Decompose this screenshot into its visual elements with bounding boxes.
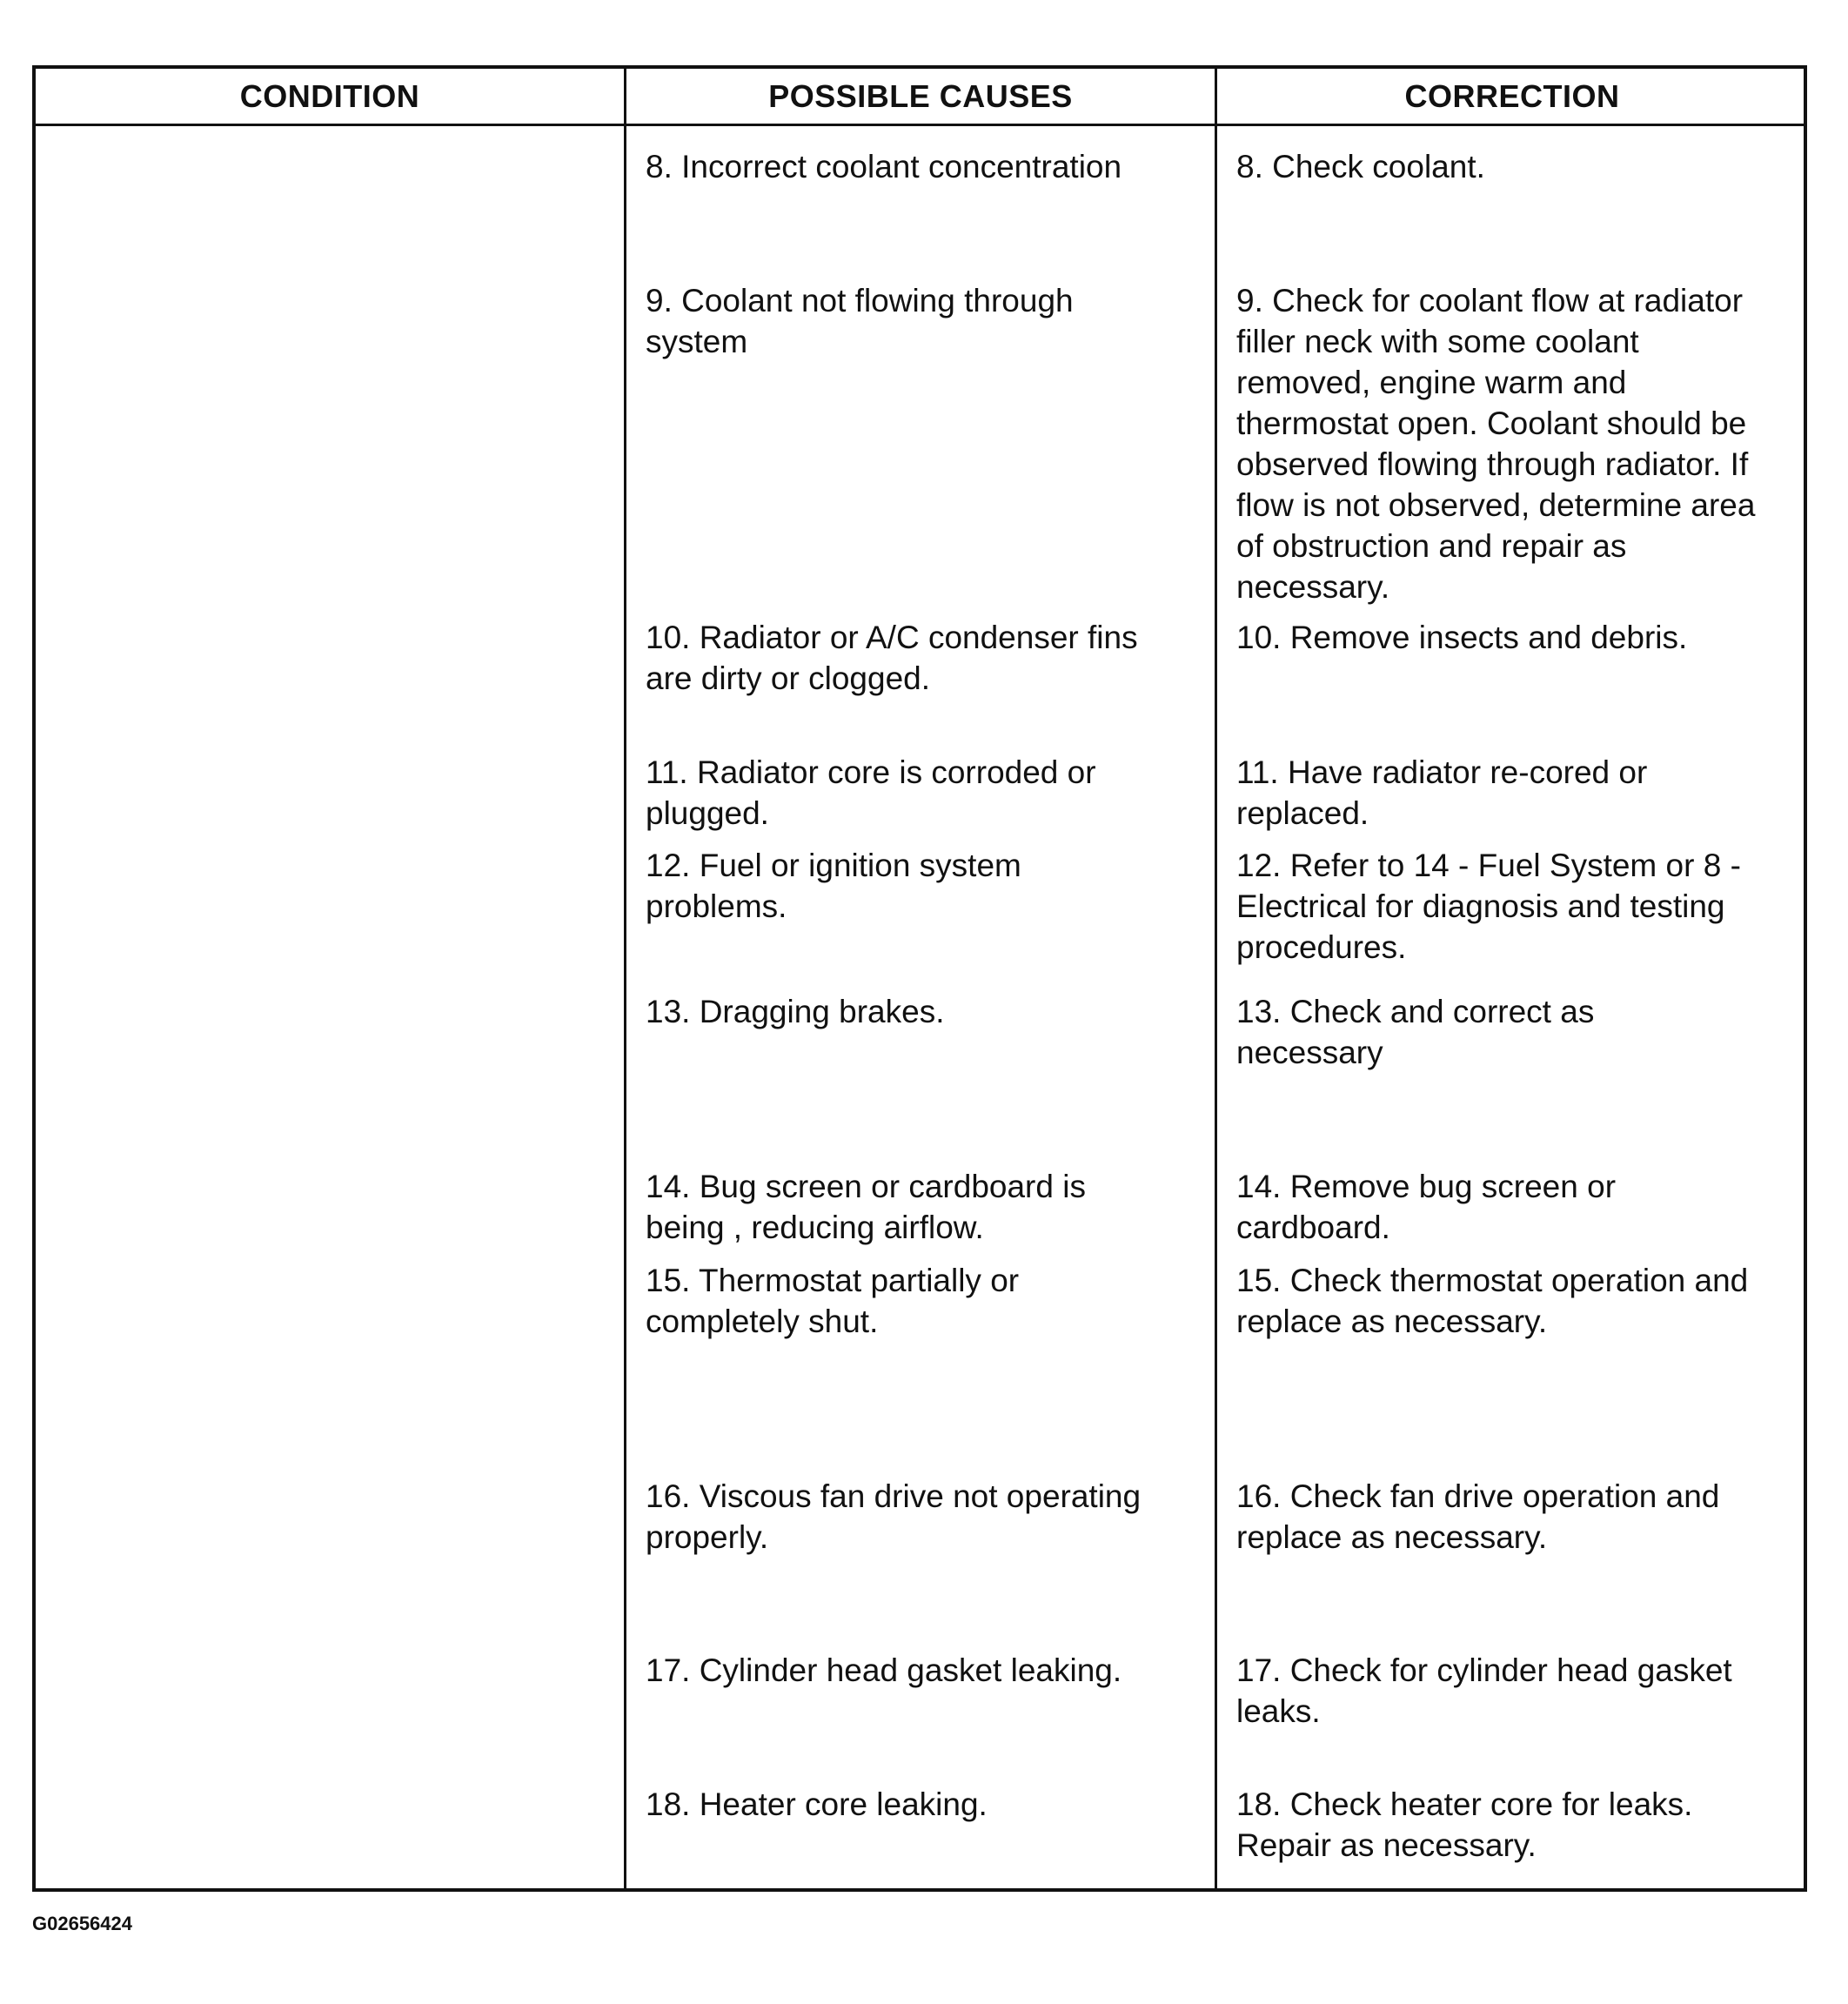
correction-cell: 16. Check fan drive operation and replace as necessary.: [1236, 1478, 1720, 1555]
correction-cell: 12. Refer to 14 - Fuel System or 8 - Electrical for diagnosis and testing procedures.: [1236, 848, 1741, 965]
cause-cell: 17. Cylinder head gasket leaking.: [646, 1652, 1122, 1688]
cause-cell: 18. Heater core leaking.: [646, 1786, 988, 1822]
diagnosis-table: [32, 65, 1807, 1892]
cause-cell: 11. Radiator core is corroded or plugged.: [646, 754, 1096, 831]
figure-id: G02656424: [32, 1913, 132, 1934]
cause-cell: 10. Radiator or A/C condenser fins are dirty or clogged.: [646, 620, 1138, 696]
cause-cell: 13. Dragging brakes.: [646, 994, 945, 1029]
correction-cell: 8. Check coolant.: [1236, 149, 1485, 184]
correction-cell: 17. Check for cylinder head gasket leaks.: [1236, 1652, 1732, 1729]
column-divider-2: [1215, 69, 1217, 1888]
correction-cell: 13. Check and correct as necessary: [1236, 994, 1595, 1070]
correction-cell: 15. Check thermostat operation and replace as necessary.: [1236, 1263, 1749, 1339]
cause-cell: 14. Bug screen or cardboard is being , reducing airflow.: [646, 1169, 1086, 1245]
column-divider-1: [624, 69, 626, 1888]
cause-cell: 12. Fuel or ignition system problems.: [646, 848, 1021, 924]
correction-cell: 10. Remove insects and debris.: [1236, 620, 1688, 655]
correction-cell: 14. Remove bug screen or cardboard.: [1236, 1169, 1617, 1245]
cause-cell: 8. Incorrect coolant concentration: [646, 149, 1122, 184]
header-condition: CONDITION: [239, 78, 420, 114]
cause-cell: 15. Thermostat partially or completely shut.: [646, 1263, 1020, 1339]
cause-cell: 9. Coolant not flowing through system: [646, 283, 1074, 359]
correction-cell: 9. Check for coolant flow at radiator filler neck with some coolant removed, engine warm and thermostat open. Coolant should be observed flowing through radiator. If flow is not observed, determine area of obstruction and repair as necessary.: [1236, 283, 1756, 605]
header-divider: [36, 124, 1804, 126]
cause-cell: 16. Viscous fan drive not operating properly.: [646, 1478, 1142, 1555]
header-correction: CORRECTION: [1404, 78, 1620, 114]
correction-cell: 11. Have radiator re-cored or replaced.: [1236, 754, 1648, 831]
correction-cell: 18. Check heater core for leaks. Repair as necessary.: [1236, 1786, 1693, 1863]
header-possible-causes: POSSIBLE CAUSES: [768, 78, 1073, 114]
